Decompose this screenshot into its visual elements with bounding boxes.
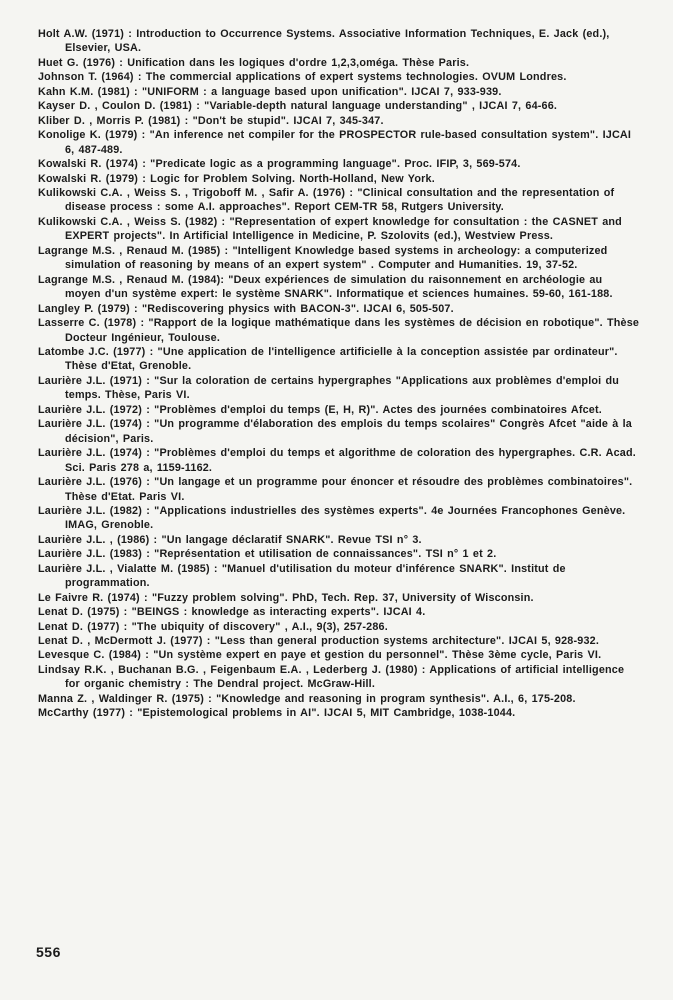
reference-entry: Levesque C. (1984) : "Un système expert en paye et gestion du personnel". Thèse 3ème cycle, Paris VI.	[38, 649, 602, 662]
reference-entry: Laurière J.L. (1974) : "Un programme d'élaboration des emplois du temps scolaires" Congrès Afcet "aide à la décision", Paris.	[38, 418, 632, 445]
reference-entry: Laurière J.L. , (1986) : "Un langage déclaratif SNARK". Revue TSI n° 3.	[38, 533, 422, 546]
reference-entry: Langley P. (1979) : "Rediscovering physics with BACON-3". IJCAI 6, 505-507.	[38, 302, 454, 315]
reference-entry: Le Faivre R. (1974) : "Fuzzy problem solving". PhD, Tech. Rep. 37, University of Wisconsin.	[38, 591, 534, 604]
reference-entry: Johnson T. (1964) : The commercial applications of expert systems technologies. OVUM Londres.	[38, 71, 567, 84]
reference-entry: Laurière J.L. (1971) : "Sur la coloration de certains hypergraphes "Applications aux problèmes d'emploi du temps. Thèse, Paris VI.	[38, 374, 620, 402]
page-number: 556	[36, 944, 61, 960]
reference-entry: Laurière J.L. (1974) : "Problèmes d'emploi du temps et algorithme de coloration des hypergraphes. C.R. Acad. Sci. Paris 278 a, 1159-1162.	[38, 447, 636, 474]
reference-entry: Lenat D. (1975) : "BEINGS : knowledge as interacting experts". IJCAI 4.	[38, 606, 426, 619]
reference-entry: Kowalski R. (1974) : "Predicate logic as a programming language". Proc. IFIP, 3, 569-574.	[38, 158, 521, 171]
reference-entry: Kowalski R. (1979) : Logic for Problem Solving. North-Holland, New York.	[38, 172, 435, 185]
reference-entry: Holt A.W. (1971) : Introduction to Occurrence Systems. Associative Information Techniques, E. Jack (ed.), Elsevier, USA.	[38, 28, 610, 55]
reference-entry: Laurière J.L. , Vialatte M. (1985) : "Manuel d'utilisation du moteur d'inférence SNARK". Institut de programmation.	[38, 562, 566, 590]
reference-entry: Huet G. (1976) : Unification dans les logiques d'ordre 1,2,3,oméga. Thèse Paris.	[38, 56, 470, 69]
reference-entry: Manna Z. , Waldinger R. (1975) : "Knowledge and reasoning in program synthesis". A.I., 6, 175-208.	[38, 692, 576, 705]
reference-entry: Laurière J.L. (1982) : "Applications industrielles des systèmes experts". 4e Journées Francophones Genève. IMAG, Grenoble.	[38, 504, 626, 532]
reference-entry: Lindsay R.K. , Buchanan B.G. , Feigenbaum E.A. , Lederberg J. (1980) : Applications of artificial intelligence for organic chemistry : The Dendral project. McGraw-Hill.	[38, 663, 625, 691]
reference-entry: McCarthy (1977) : "Epistemological problems in AI". IJCAI 5, MIT Cambridge, 1038-1044.	[38, 707, 516, 720]
reference-entry: Kulikowski C.A. , Weiss S. (1982) : "Representation of expert knowledge for consultation : the CASNET and EXPERT projects". In Artificial Intelligence in Medicine, P. Szolovits (ed.), Westview Press.	[38, 215, 622, 243]
references-list	[38, 27, 641, 721]
reference-entry: Kahn K.M. (1981) : "UNIFORM : a language based upon unification". IJCAI 7, 933-939.	[38, 85, 502, 98]
reference-entry: Laurière J.L. (1972) : "Problèmes d'emploi du temps (E, H, R)". Actes des journées combinatoires Afcet.	[38, 403, 602, 416]
reference-entry: Lagrange M.S. , Renaud M. (1984): "Deux expériences de simulation du raisonnement en archéologie au moyen d'un système expert: le système SNARK". Informatique et sciences humaines. 59-60, 161-188.	[38, 273, 613, 301]
reference-entry: Kulikowski C.A. , Weiss S. , Trigoboff M. , Safir A. (1976) : "Clinical consultation and the representation of disease process : some A.I. approaches". Report CEM-TR 58, Rutgers University.	[38, 186, 615, 214]
reference-entry: Laurière J.L. (1976) : "Un langage et un programme pour énoncer et résoudre des problèmes combinatoires". Thèse d'Etat. Paris VI.	[38, 476, 633, 503]
reference-entry: Latombe J.C. (1977) : "Une application de l'intelligence artificielle à la conception assistée par ordinateur". Thèse d'Etat, Grenoble.	[38, 345, 618, 373]
reference-entry: Konolige K. (1979) : "An inference net compiler for the PROSPECTOR rule-based consultation system". IJCAI 6, 487-489.	[38, 129, 632, 156]
reference-entry: Lenat D. (1977) : "The ubiquity of discovery" , A.I., 9(3), 257-286.	[38, 620, 388, 633]
reference-entry: Lenat D. , McDermott J. (1977) : "Less than general production systems architecture". IJCAI 5, 928-932.	[38, 635, 599, 648]
reference-entry: Kayser D. , Coulon D. (1981) : "Variable-depth natural language understanding" , IJCAI 7, 64-66.	[38, 100, 558, 113]
reference-entry: Lagrange M.S. , Renaud M. (1985) : "Intelligent Knowledge based systems in archeology: a computerized simulation of reasoning by means of an expert system" . Computer and Humanities. 19, 37-52.	[38, 244, 608, 272]
reference-entry: Lasserre C. (1978) : "Rapport de la logique mathématique dans les systèmes de décision en robotique". Thèse Docteur Ingénieur, Toulouse.	[38, 317, 640, 344]
reference-entry: Kliber D. , Morris P. (1981) : "Don't be stupid". IJCAI 7, 345-347.	[38, 114, 384, 127]
reference-entry: Laurière J.L. (1983) : "Représentation et utilisation de connaissances". TSI n° 1 et 2.	[38, 548, 497, 561]
